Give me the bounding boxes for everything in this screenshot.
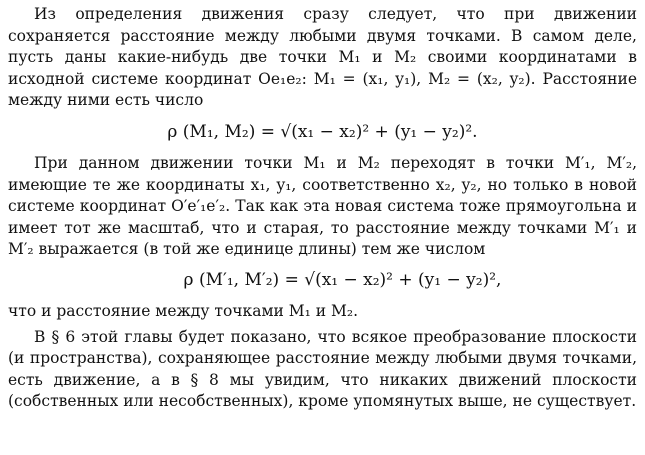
distance-formula-1: ρ (M₁, M₂) = √(x₁ − x₂)² + (y₁ − y₂)².: [167, 121, 478, 142]
paragraph-1: Из определения движения сразу следует, что при движении сохраняется расстояние между любыми двумя точками. В самом деле, пусть даны какие-нибудь две точки M₁ и M₂ своими координатами в исходной системе координат Oe₁e₂: M₁ = (x₁, y₁), M₂ = (x₂, y₂). Расстояние между ними есть число: [8, 5, 637, 110]
paragraph-2: При данном движении точки M₁ и M₂ переходят в точки M′₁, M′₂, имеющие те же координаты x₁, y₁, соответственно x₂, y₂, но только в новой системе координат O′e′₁e′₂. Так как эта новая система тоже прямоугольна и имеет тот же масштаб, что и старая, то расстояние между точками M′₁ и M′₂ выражается (в той же единице длины) тем же числом: [8, 153, 637, 259]
paragraph-4: В § 6 этой главы будет показано, что всякое преобразование плоскости (и пространства), сохраняющее расстояние между любыми двумя точками, есть движение, а в § 8 мы увидим, что никаких движений плоскости (собственных или несобственных), кроме упомянутых выше, не существует.: [8, 327, 637, 411]
paragraph-3: что и расстояние между точками M₁ и M₂.: [8, 301, 359, 320]
distance-formula-2: ρ (M′₁, M′₂) = √(x₁ − x₂)² + (y₁ − y₂)²,: [183, 269, 502, 290]
